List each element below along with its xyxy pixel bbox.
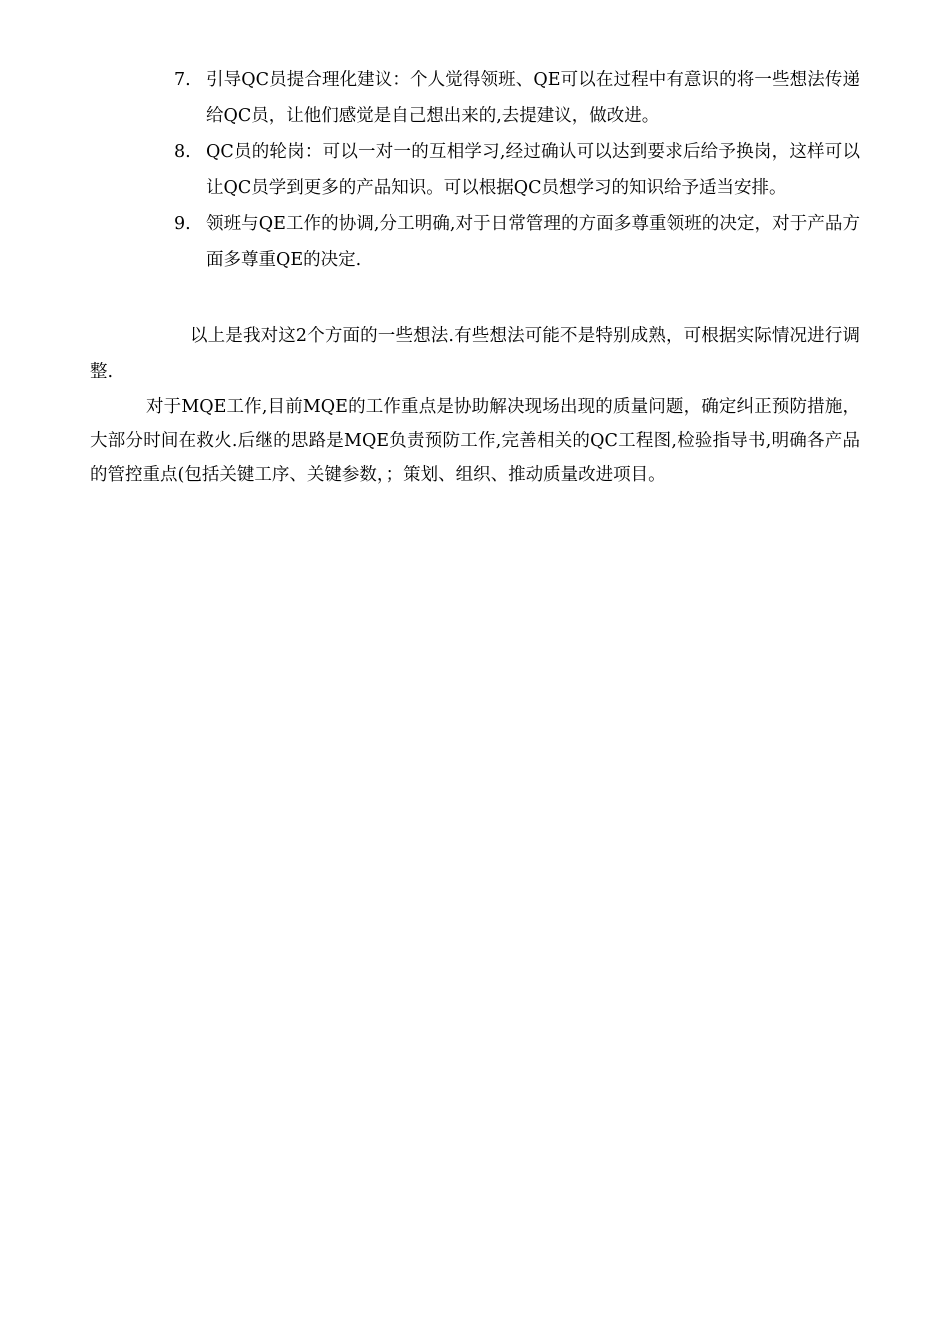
mqe-paragraph: 对于MQE工作,目前MQE的工作重点是协助解决现场出现的质量问题，确定纠正预防措施，大部分时间在救火.后继的思路是MQE负责预防工作,完善相关的QC工程图,检验指导书,明确各产品的管控重点(包括关键工序、关键参数，；策划、组织、推动质量改进项目。 <box>90 397 860 485</box>
list-item-number: 9. <box>174 214 191 234</box>
summary-paragraph: 以上是我对这2个方面的一些想法.有些想法可能不是特别成熟，可根据实际情况进行调整. <box>90 326 860 382</box>
list-item <box>174 134 860 206</box>
list-item-number: 8. <box>174 142 191 162</box>
list-item-text: 引导QC员提合理化建议：个人觉得领班、QE可以在过程中有意识的将一些想法传递给QC员，让他们感觉是自己想出来的,去提建议，做改进。 <box>206 70 860 126</box>
numbered-list <box>174 62 860 278</box>
list-item <box>174 206 860 278</box>
list-item-text: QC员的轮岗：可以一对一的互相学习,经过确认可以达到要求后给予换岗，这样可以让QC员学到更多的产品知识。可以根据QC员想学习的知识给予适当安排。 <box>206 142 860 198</box>
list-item-text: 领班与QE工作的协调,分工明确,对于日常管理的方面多尊重领班的决定，对于产品方面多尊重QE的决定. <box>206 214 860 270</box>
list-item-number: 7. <box>174 70 191 90</box>
list-item <box>174 62 860 134</box>
